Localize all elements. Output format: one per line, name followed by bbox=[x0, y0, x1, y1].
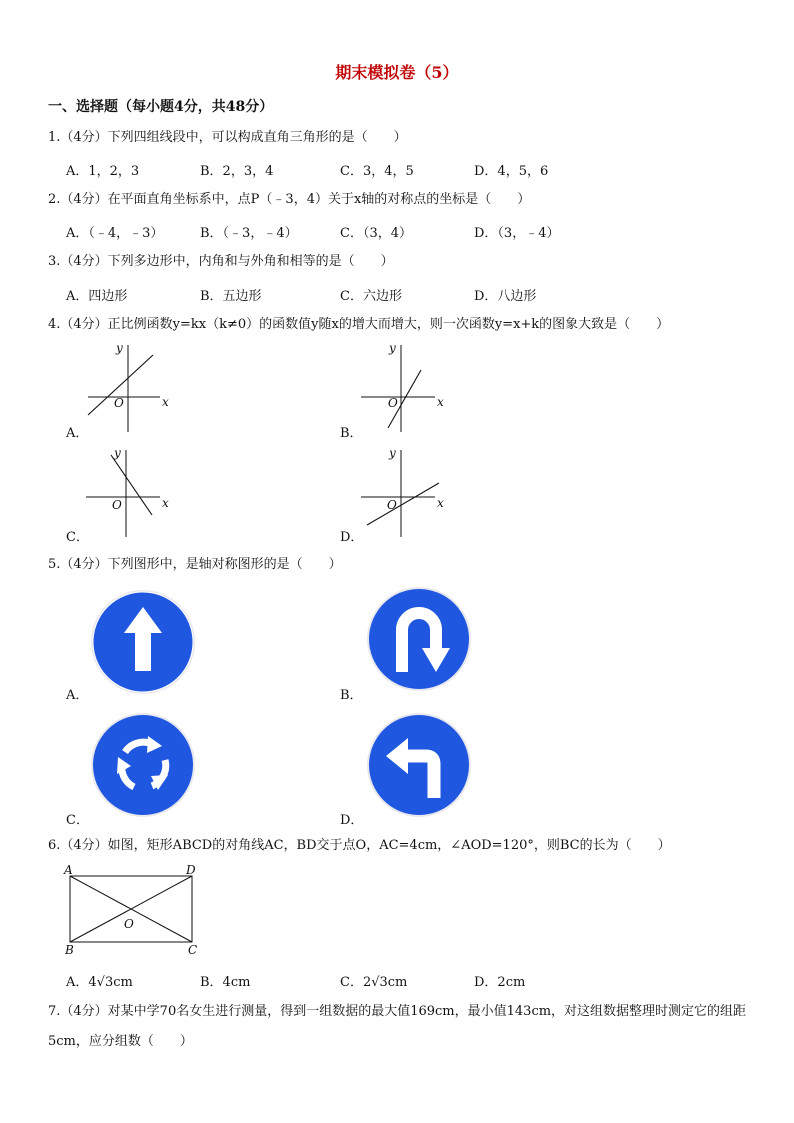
y-label: y bbox=[116, 341, 123, 355]
section-heading: 一、选择题（每小题4分，共48分） bbox=[48, 99, 274, 115]
page-title: 期末模拟卷（5） bbox=[335, 63, 459, 82]
q4-option-b[interactable]: B． bbox=[340, 426, 363, 441]
q2-option-a[interactable]: A．（﹣4，﹣3） bbox=[66, 226, 164, 241]
question-2: 2.（4分）在平面直角坐标系中，点P（﹣3，4）关于x轴的对称点的坐标是（ ） bbox=[48, 192, 531, 207]
q6-option-a[interactable]: A．4√3cm bbox=[66, 975, 133, 990]
roundabout-icon[interactable] bbox=[90, 712, 196, 818]
question-6: 6.（4分）如图，矩形ABCD的对角线AC，BD交于点O，AC=4cm，∠AOD=120°，则BC的长为（ ） bbox=[48, 838, 671, 853]
graph-c[interactable] bbox=[80, 445, 190, 540]
straight-arrow-icon[interactable] bbox=[90, 589, 196, 695]
vertex-d: D bbox=[186, 863, 196, 877]
vertex-b: B bbox=[65, 943, 74, 957]
q3-option-d[interactable]: D．八边形 bbox=[474, 289, 537, 304]
rectangle-figure bbox=[62, 864, 212, 960]
question-1: 1.（4分）下列四组线段中，可以构成直角三角形的是（ ） bbox=[48, 130, 407, 145]
origin-label: O bbox=[112, 498, 122, 512]
q4-option-c[interactable]: C． bbox=[66, 530, 89, 545]
y-label: y bbox=[389, 446, 396, 460]
question-4: 4.（4分）正比例函数y=kx（k≠0）的函数值y随x的增大而增大，则一次函数y=x+k的图象大致是（ ） bbox=[48, 317, 670, 332]
graph-d[interactable] bbox=[355, 445, 465, 540]
y-label: y bbox=[389, 341, 396, 355]
x-label: x bbox=[162, 496, 169, 510]
turn-left-icon[interactable] bbox=[366, 712, 472, 818]
q3-option-b[interactable]: B．五边形 bbox=[200, 289, 262, 304]
q5-option-a[interactable]: A． bbox=[66, 688, 89, 703]
q5-option-c[interactable]: C． bbox=[66, 813, 89, 828]
q1-option-c[interactable]: C．3，4，5 bbox=[340, 164, 414, 179]
q3-option-a[interactable]: A．四边形 bbox=[66, 289, 128, 304]
q4-option-a[interactable]: A． bbox=[66, 426, 89, 441]
q5-option-d[interactable]: D． bbox=[340, 813, 364, 828]
q1-option-d[interactable]: D．4，5，6 bbox=[474, 164, 549, 179]
q6-option-b[interactable]: B．4cm bbox=[200, 975, 251, 990]
q3-option-c[interactable]: C．六边形 bbox=[340, 289, 402, 304]
vertex-a: A bbox=[64, 863, 73, 877]
q1-option-a[interactable]: A．1，2，3 bbox=[66, 164, 140, 179]
y-label: y bbox=[114, 446, 121, 460]
question-3: 3.（4分）下列多边形中，内角和与外角和相等的是（ ） bbox=[48, 254, 394, 269]
x-label: x bbox=[162, 395, 169, 409]
u-turn-icon[interactable] bbox=[366, 586, 472, 692]
graph-line bbox=[367, 483, 439, 525]
origin-label: O bbox=[114, 396, 124, 410]
x-label: x bbox=[437, 395, 444, 409]
vertex-c: C bbox=[188, 943, 198, 957]
question-7: 7.（4分）对某中学70名女生进行测量，得到一组数据的最大值169cm，最小值143cm，对这组数据整理时测定它的组距5cm，应分组数（ ） bbox=[48, 1004, 747, 1049]
q5-option-b[interactable]: B． bbox=[340, 688, 363, 703]
center-o: O bbox=[124, 917, 134, 931]
q2-option-c[interactable]: C．（3，4） bbox=[340, 226, 412, 241]
q4-option-d[interactable]: D． bbox=[340, 530, 364, 545]
graph-b[interactable] bbox=[355, 340, 465, 435]
origin-label: O bbox=[388, 396, 398, 410]
graph-a[interactable] bbox=[80, 340, 190, 435]
question-5: 5.（4分）下列图形中，是轴对称图形的是（ ） bbox=[48, 557, 342, 572]
q2-option-d[interactable]: D．（3，﹣4） bbox=[474, 226, 560, 241]
q6-option-d[interactable]: D．2cm bbox=[474, 975, 526, 990]
q2-option-b[interactable]: B．（﹣3，﹣4） bbox=[200, 226, 298, 241]
q6-option-c[interactable]: C．2√3cm bbox=[340, 975, 408, 990]
origin-label: O bbox=[387, 498, 397, 512]
q1-option-b[interactable]: B．2，3，4 bbox=[200, 164, 274, 179]
x-label: x bbox=[437, 496, 444, 510]
